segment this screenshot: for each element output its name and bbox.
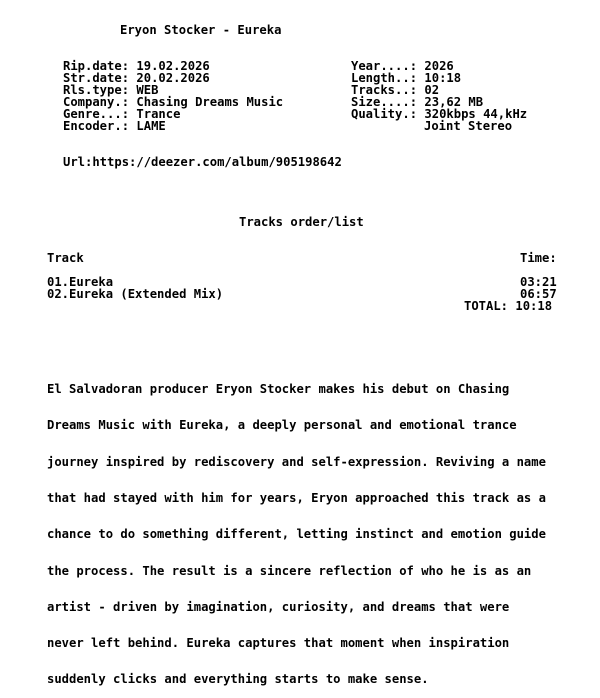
info-value: 2026: [424, 59, 454, 73]
album-url: Url:https://deezer.com/album/905198642: [63, 155, 342, 169]
description-line: that had stayed with him for years, Eryon approached this track as a: [47, 491, 546, 506]
info-label: Company.:: [63, 95, 130, 109]
info-row-encoder: [63, 120, 166, 132]
info-label: Year....:: [351, 59, 418, 73]
info-label: Rip.date:: [63, 59, 130, 73]
track-column-header: Track: [47, 251, 84, 265]
track-time: 06:57: [520, 287, 557, 301]
tracks-heading: Tracks order/list: [239, 215, 364, 229]
track-name: 02.Eureka (Extended Mix): [47, 287, 224, 301]
total-length: TOTAL: 10:18: [464, 299, 553, 313]
info-value: 320kbps 44,kHz: [424, 107, 528, 121]
info-value: 19.02.2026: [136, 59, 210, 73]
info-value: 23,62 MB: [424, 95, 484, 109]
info-label: Size....:: [351, 95, 418, 109]
info-value: 20.02.2026: [136, 71, 210, 85]
info-row-stereo: [424, 120, 512, 132]
track-name: 01.Eureka: [47, 275, 114, 289]
info-value: WEB: [136, 83, 159, 97]
description-line: the process. The result is a sincere reflection of who he is as an: [47, 563, 532, 578]
info-value: Joint Stereo: [424, 119, 513, 133]
release-description: [47, 359, 597, 698]
info-value: Chasing Dreams Music: [136, 95, 284, 109]
description-line: never left behind. Eureka captures that moment when inspiration: [47, 636, 510, 651]
description-line: El Salvadoran producer Eryon Stocker makes his debut on Chasing: [47, 382, 510, 397]
description-line: journey inspired by rediscovery and self-expression. Reviving a name: [47, 454, 546, 469]
time-column-header: Time:: [520, 251, 557, 265]
description-line: artist - driven by imagination, curiosity, and dreams that were: [47, 599, 510, 614]
info-value: LAME: [136, 119, 166, 133]
release-title: Eryon Stocker - Eureka: [120, 23, 282, 37]
info-value: 02: [424, 83, 440, 97]
info-label: Quality.:: [351, 107, 418, 121]
info-label: Length..:: [351, 71, 418, 85]
description-line: suddenly clicks and everything starts to make sense.: [47, 672, 429, 687]
info-value: 10:18: [424, 71, 462, 85]
info-label: Tracks..:: [351, 83, 418, 97]
info-label: Rls.type:: [63, 83, 130, 97]
info-label: Str.date:: [63, 71, 130, 85]
info-label: Encoder.:: [63, 119, 130, 133]
info-value: Trance: [136, 107, 181, 121]
info-label: Genre...:: [63, 107, 130, 121]
track-time: 03:21: [520, 275, 557, 289]
description-line: Dreams Music with Eureka, a deeply personal and emotional trance: [47, 418, 517, 433]
description-line: chance to do something different, letting instinct and emotion guide: [47, 527, 546, 542]
